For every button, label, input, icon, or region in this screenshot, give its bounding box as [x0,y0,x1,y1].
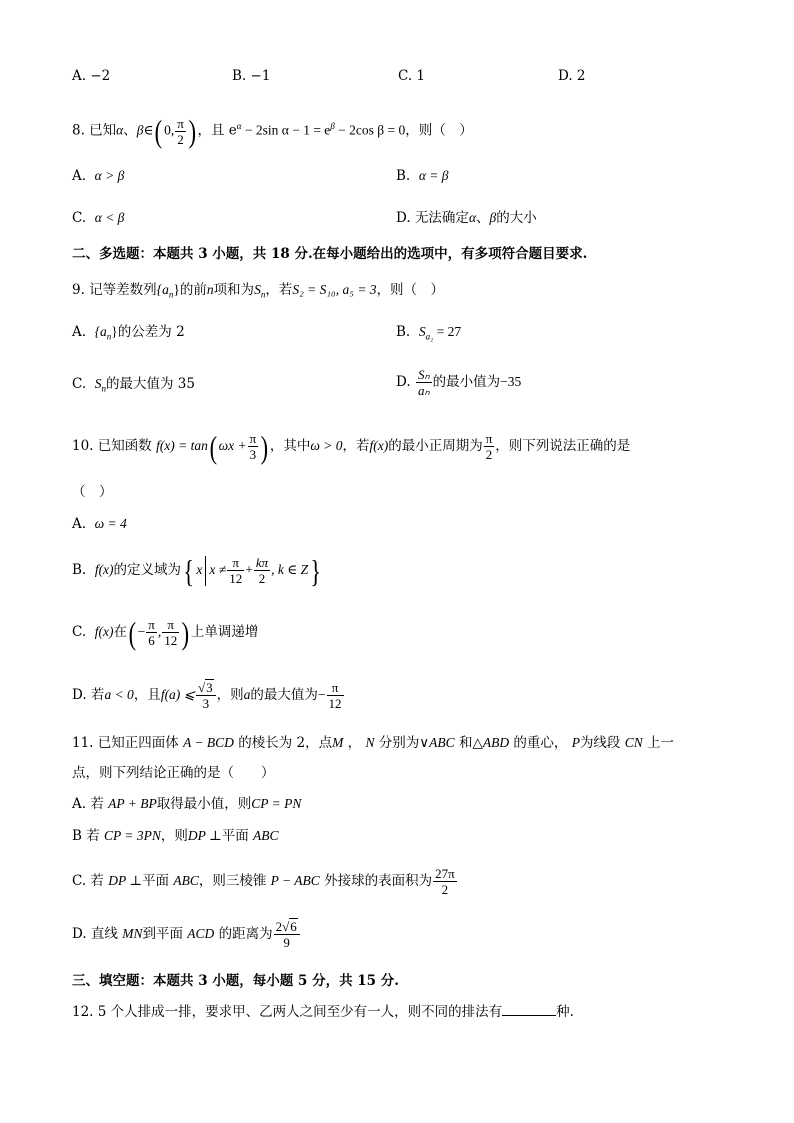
q10-option-c: C. f(x)在( − $\frac{\pi}{6}$ , $\frac{\pi}{12}$ ) 上单调递增 [72,614,259,651]
q11-option-b: B 若 CP = 3PN，则DP ⊥平面 ABC [72,828,279,844]
q8-option-c: C. α < β [72,210,125,226]
q8-stem: 8. 已知α、β∈( 0, $\frac{\pi}{2}$ ) ，且 $e^\alpha - 2\sin$ $\alpha - 1 = e^\beta - 2\cos$ β = 0，则（ ） [72,113,473,149]
q11-option-a: A. 若 AP + BP取得最小值，则CP = PN [72,796,302,812]
q11-stem-line2: 点，则下列结论正确的是（ ） [72,765,275,781]
q7-option-a: A. −2 [72,68,111,84]
q7-option-b: B. −1 [232,68,271,84]
q11-option-d: D. 直线 MN到平面 ACD 的距离为 $\frac{2√6}{9}$ [72,915,301,953]
q10-option-d: D. 若a < 0，且f(a) ⩽ $\frac{√3}{3}$ ，则a的最大值为− $\frac{\pi}{12}$ [72,680,342,711]
q10-stem: 10. 已知函数 f(x) = tan( ωx + $\frac{\pi}{3}$ ) ，其中ω > 0，若f(x)的最小正周期为 $\frac{\pi}{2}$ ，则下列说法正确的是 [72,428,631,465]
q12-stem: 12. 5 个人排成一排，要求甲、乙两人之间至少有一人，则不同的排法有 种. [72,1004,574,1020]
q11-option-c: C. 若 DP ⊥平面 ABC，则三棱锥 P − ABC 外接球的表面积为 $\frac{27\pi}{2}$ [72,866,455,897]
q9-stem: 9. 记等差数列$\{a_n\}$的前n项和为$S_n$，若S₂ = S₁₀, a₅ = 3，则（ ） [72,282,445,300]
q9-option-d: D. $\frac{\text{Sₙ}}{\text{aₙ}}$ 的最小值为−35 [396,367,522,398]
q9-option-c: C. $S_n$的最大值为 35 [72,376,195,394]
q10-answer-paren: （ ） [72,484,113,500]
q9-option-b: B. $S_{a_2} = 27$ [396,324,462,342]
q10-option-b: B. f(x)的定义域为{ x x ≠ $\frac{\pi}{12}$ + $\frac{k\pi}{2}$ , k ∈ Z} [72,552,322,589]
section-heading-multiple-choice: 二、多选题：本题共 3 小题，共 18 分.在每小题给出的选项中，有多项符合题目要求. [72,246,588,262]
q11-stem-line1: 11. 已知正四面体 A − BCD 的棱长为 2，点M ， N 分别为∨ABC 和△ABD 的重心， P为线段 CN 上一 [72,735,675,751]
q7-option-d: D. 2 [558,68,586,84]
q10-option-a: A. ω = 4 [72,516,127,532]
q7-option-c: C. 1 [398,68,426,84]
q8-option-b: B. α = β [396,168,449,184]
q9-option-a: A. $\{a_n\}$的公差为 2 [72,324,185,342]
q8-option-a: A. α > β [72,168,125,184]
q8-option-d: D. 无法确定α、β的大小 [396,210,537,226]
section-heading-fill-in: 三、填空题：本题共 3 小题，每小题 5 分，共 15 分. [72,973,399,989]
q12-answer-blank[interactable] [502,1002,556,1016]
